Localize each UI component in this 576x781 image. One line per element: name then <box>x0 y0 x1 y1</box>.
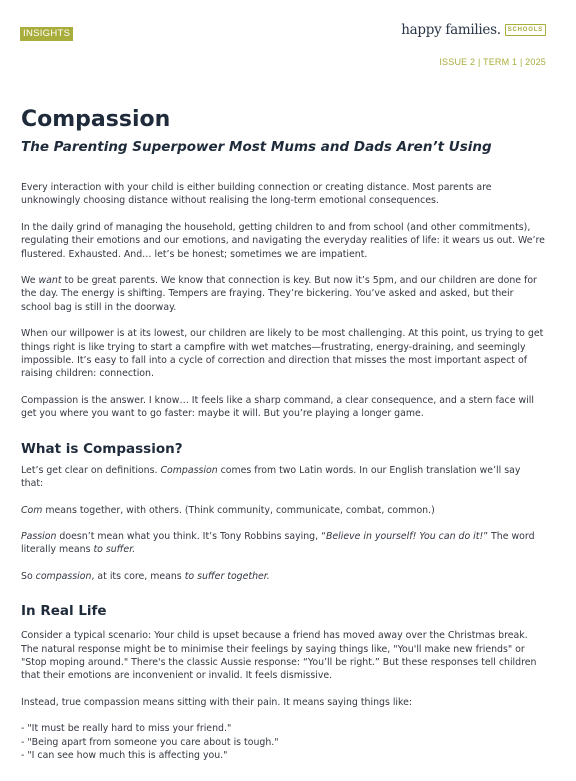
article-subtitle: The Parenting Superpower Most Mums and Dads Aren’t Using <box>21 139 492 155</box>
paragraph-intro: Every interaction with your child is either building connection or creating distance. Most parents are unknowingly choosing distance without realising the long-term emotional consequences. <box>21 182 492 207</box>
paragraph-suffer-together: So compassion, at its core, means to suffer together. <box>21 570 270 582</box>
heading-what-is-compassion: What is Compassion? <box>21 440 183 457</box>
paragraph-com: Com means together, with others. (Think community, communicate, combat, common.) <box>21 504 435 516</box>
list-item: - "It must be really hard to miss your friend." <box>21 723 232 735</box>
paragraph-definitions: Let’s get clear on definitions. Compassion comes from two Latin words. In our English translation we’ll say that: <box>21 464 521 490</box>
issue-info: ISSUE 2 | TERM 1 | 2025 <box>439 57 546 67</box>
paragraph-willpower: When our willpower is at its lowest, our children are likely to be most challenging. At this point, us trying to get things right is like trying to start a campfire with wet matches—frustrating, energy-draining, and seemingly impossible. It’s easy to fall into a cycle of correction and direction that misses the most important aspect of raising children: connection. <box>21 328 544 380</box>
paragraph-daily-grind: In the daily grind of managing the household, getting children to and from school (and other commitments), regulating their emotions and our emotions, and navigating the everyday realities of life: it wears us out. We’re flustered. Exhausted. And… let’s be honest; sometimes we are impatient. <box>21 221 545 260</box>
brand-logo <box>401 22 546 38</box>
section-badge: INSIGHTS <box>20 27 73 41</box>
compassion-phrases-list <box>21 722 545 762</box>
paragraph-scenario: Consider a typical scenario: Your child is upset because a friend has moved away over the Christmas break. The natural response might be to minimise their feelings by saying things like, "You'll make new friends" or "Stop moping around." There's the classic Aussie response: “You’ll be right.” But these responses tell children that their emotions are inconvenient or invalid. It feels dismissive. <box>21 630 537 682</box>
paragraph-answer: Compassion is the answer. I know… It feels like a sharp command, a clear consequence, and a stern face will get you where you want to go faster: maybe it will. But you’re playing a longer game. <box>21 394 534 420</box>
paragraph-passion: Passion doesn’t mean what you think. It’s Tony Robbins saying, “Believe in yourself! You can do it!” The word literally means to suffer. <box>21 530 535 556</box>
list-item: - "Being apart from someone you care about is tough." <box>21 736 279 748</box>
paragraph-instead: Instead, true compassion means sitting with their pain. It means saying things like: <box>21 696 413 708</box>
page-header <box>0 0 576 95</box>
heading-in-real-life: In Real Life <box>21 603 107 620</box>
list-item: - "I can see how much this is affecting you." <box>21 749 228 761</box>
brand-name: happy families. <box>401 22 501 38</box>
paragraph-want: We want to be great parents. We know that connection is key. But now it’s 5pm, and our children are done for the day. The energy is shifting. Tempers are fraying. They’re bickering. You’ve asked and asked, but their school bag is still in the doorway. <box>21 275 537 313</box>
brand-tag: SCHOOLS <box>505 24 546 36</box>
article-body <box>21 105 545 762</box>
article-title: Compassion <box>21 107 171 132</box>
